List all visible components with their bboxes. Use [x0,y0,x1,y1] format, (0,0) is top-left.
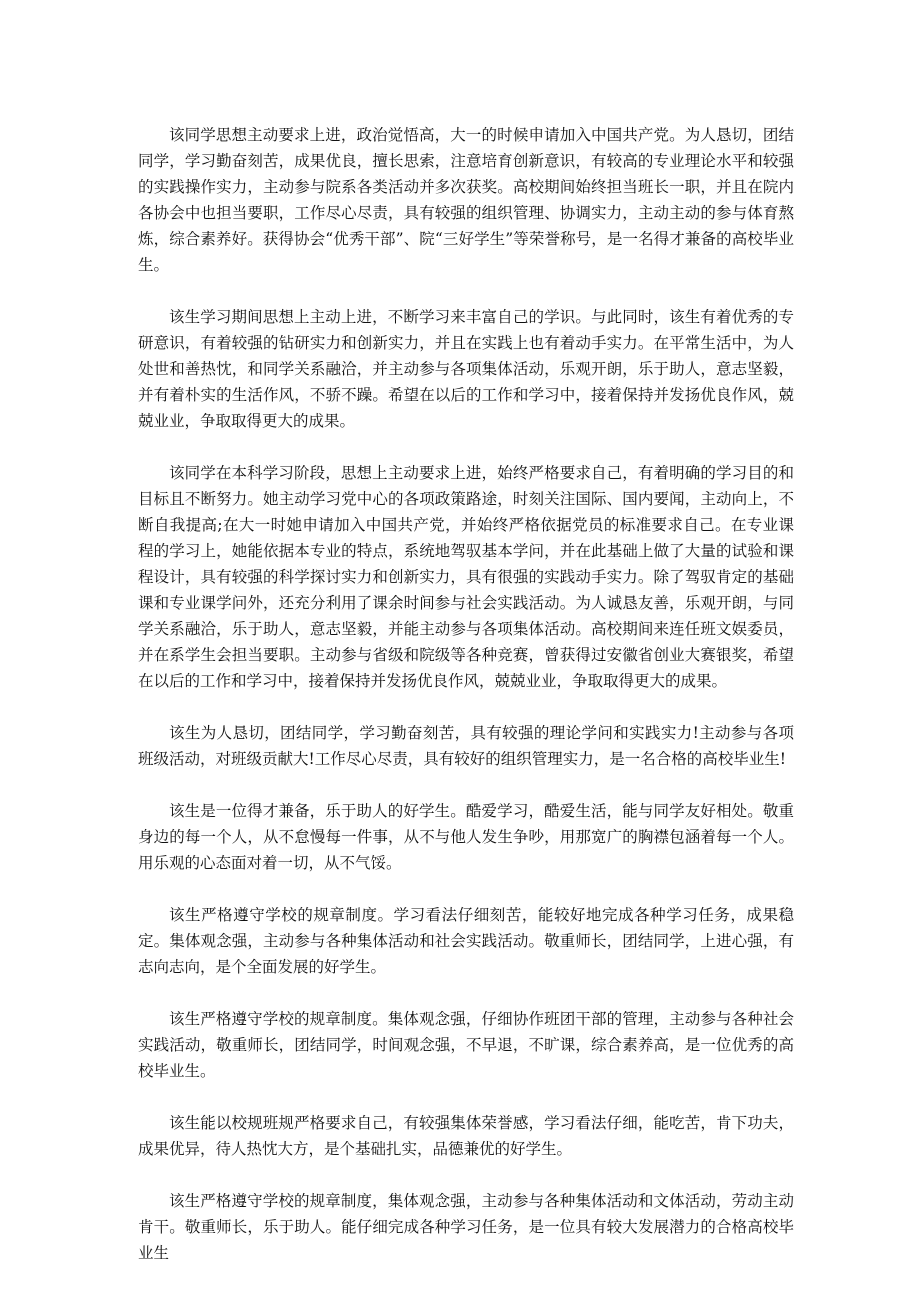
paragraph-6: 该生严格遵守学校的规章制度。学习看法仔细刻苦，能较好地完成各种学习任务，成果稳定。集体观念强，主动参与各种集体活动和社会实践活动。敬重师长，团结同学，上进心强，有志向志向，是个全面发展的好学生。 [138,906,794,976]
paragraph-2: 该生学习期间思想上主动上进，不断学习来丰富自己的学识。与此同时，该生有着优秀的专研意识，有着较强的钻研实力和创新实力，并且在实践上也有着动手实力。在平常生活中，为人处世和善热忱，和同学关系融洽，并主动参与各项集体活动，乐观开朗，乐于助人，意志坚毅，并有着朴实的生活作风，不骄不躁。希望在以后的工作和学习中，接着保持并发扬优良作风，兢兢业业，争取取得更大的成果。 [138,308,794,430]
paragraph-9: 该生严格遵守学校的规章制度，集体观念强，主动参与各种集体活动和文体活动，劳动主动肯干。敬重师长，乐于助人。能仔细完成各种学习任务，是一位具有较大发展潜力的合格高校毕业生 [138,1192,794,1262]
paragraph-1: 该同学思想主动要求上进，政治觉悟高，大一的时候申请加入中国共产党。为人恳切，团结同学，学习勤奋刻苦，成果优良，擅长思索，注意培育创新意识，有较高的专业理论水平和较强的实践操作实力，主动参与院系各类活动并多次获奖。高校期间始终担当班长一职，并且在院内各协会中也担当要职，工作尽心尽责，具有较强的组织管理、协调实力，主动主动的参与体育熬炼，综合素养好。获得协会“优秀干部”、院“三好学生”等荣誉称号，是一名得才兼备的高校毕业生。 [138,126,794,274]
paragraph-7: 该生严格遵守学校的规章制度。集体观念强，仔细协作班团干部的管理，主动参与各种社会实践活动，敬重师长，团结同学，时间观念强，不早退，不旷课，综合素养高，是一位优秀的高校毕业生。 [138,1010,794,1080]
paragraph-3: 该同学在本科学习阶段，思想上主动要求上进，始终严格要求自己，有着明确的学习目的和目标且不断努力。她主动学习党中心的各项政策路途，时刻关注国际、国内要闻，主动向上，不断自我提高;在大一时她申请加入中国共产党，并始终严格依据党员的标准要求自己。在专业课程的学习上，她能依据本专业的特点，系统地驾驭基本学问，并在此基础上做了大量的试验和课程设计，具有较强的科学探讨实力和创新实力，具有很强的实践动手实力。除了驾驭肯定的基础课和专业课学问外，还充分利用了课余时间参与社会实践活动。为人诚恳友善，乐观开朗，与同学关系融洽，乐于助人，意志坚毅，并能主动参与各项集体活动。高校期间来连任班文娱委员，并在系学生会担当要职。主动参与省级和院级等各种竞赛，曾获得过安徽省创业大赛银奖，希望在以后的工作和学习中，接着保持并发扬优良作风，兢兢业业，争取取得更大的成果。 [138,464,794,690]
document-page [138,122,794,1266]
paragraph-8: 该生能以校规班规严格要求自己，有较强集体荣誉感，学习看法仔细，能吃苦，肯下功夫，成果优异，待人热忱大方，是个基础扎实，品德兼优的好学生。 [138,1114,794,1158]
paragraph-4: 该生为人恳切，团结同学，学习勤奋刻苦，具有较强的理论学问和实践实力!主动参与各项班级活动，对班级贡献大!工作尽心尽责，具有较好的组织管理实力，是一名合格的高校毕业生! [138,724,794,768]
paragraph-5: 该生是一位得才兼备，乐于助人的好学生。酷爱学习，酷爱生活，能与同学友好相处。敬重身边的每一个人，从不怠慢每一件事，从不与他人发生争吵，用那宽广的胸襟包涵着每一个人。用乐观的心态面对着一切，从不气馁。 [138,802,794,872]
